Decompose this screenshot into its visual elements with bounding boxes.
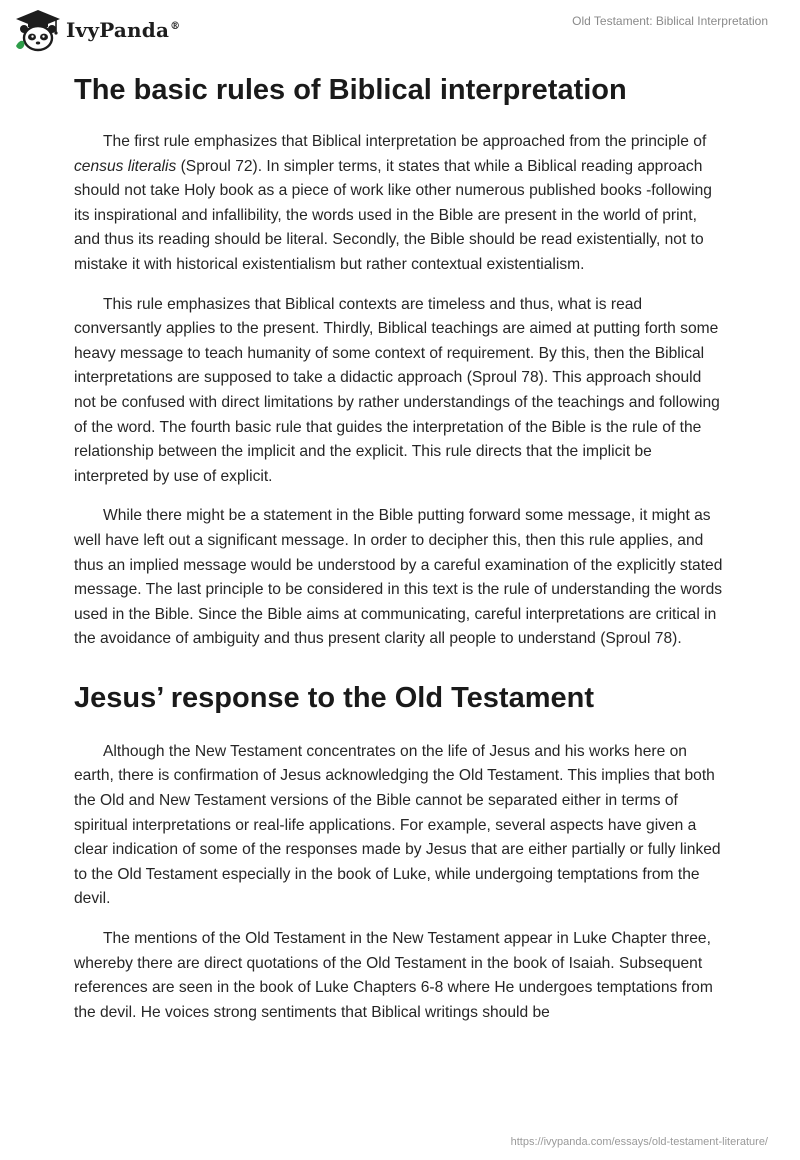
paragraph: The first rule emphasizes that Biblical interpretation be approached from the principle of census literalis (Sproul 72). In simpler terms, it states that while a Biblical reading approach should not take Holy book as a piece of work like other numerous published books -following its inspirational and infallibility, the words used in the Bible are present in the world of print, and thus its reading should be literal. Secondly, the Bible should be read existentially, not to mistake it with historical existentialism but rather contextual existentialism. [74,133,712,273]
essay-body [74,72,726,1040]
registered-mark: ® [170,21,181,33]
brand-logo[interactable] [14,8,180,52]
source-url-link[interactable]: https://ivypanda.com/essays/old-testament-literature/ [510,1136,768,1148]
paragraph: Although the New Testament concentrates on the life of Jesus and his works here on earth, there is confirmation of Jesus acknowledging the Old Testament. This implies that both the Old and New Testament versions of the Bible cannot be separated either in terms of spiritual interpretations or real-life applications. For example, several aspects have given a clear indication of some of the responses made by Jesus that are either partially or fully linked to the Old Testament especially in the book of Luke, while undergoing temptations from the devil. [74,742,721,908]
section-heading-rules: The basic rules of Biblical interpretation [74,74,627,106]
brand-name: IvyPanda® [66,18,181,42]
paragraph: This rule emphasizes that Biblical contexts are timeless and thus, what is read conversantly applies to the present. Thirdly, Biblical teachings are aimed at putting forth some heavy message to teach humanity of some context of requirement. By this, then the Biblical interpretations are supposed to take a didactic approach (Sproul 78). This approach should not be confused with direct limitations by rather understandings of the teachings and following of the word. The fourth basic rule that guides the interpretation of the Bible is the rule of the relationship between the implicit and the explicit. This rule directs that the implicit be interpreted by use of explicit. [74,295,720,485]
panda-graduate-icon [14,8,62,52]
paragraph: The mentions of the Old Testament in the New Testament appear in Luke Chapter three, whereby there are direct quotations of the Old Testament in the book of Isaiah. Subsequent references are seen in the book of Luke Chapters 6-8 where He undergoes temptations from the devil. He voices strong sentiments that Biblical writings should be [74,930,713,1021]
page-header [0,0,800,58]
italic-term: census literalis [74,157,177,175]
section-heading-jesus-response: Jesus’ response to the Old Testament [74,681,595,714]
paragraph: While there might be a statement in the Bible putting forward some message, it might as well have left out a significant message. In order to decipher this, then this rule applies, and thus an implied message would be understood by a careful examination of the explicitly stated message. The last principle to be considered in this text is the rule of understanding the words used in the Bible. Since the Bible aims at communicating, careful interpretations are critical in the avoidance of ambiguity and thus present clarity all people to understand (Sproul 78). [74,507,723,648]
document-running-title: Old Testament: Biblical Interpretation [572,14,768,28]
